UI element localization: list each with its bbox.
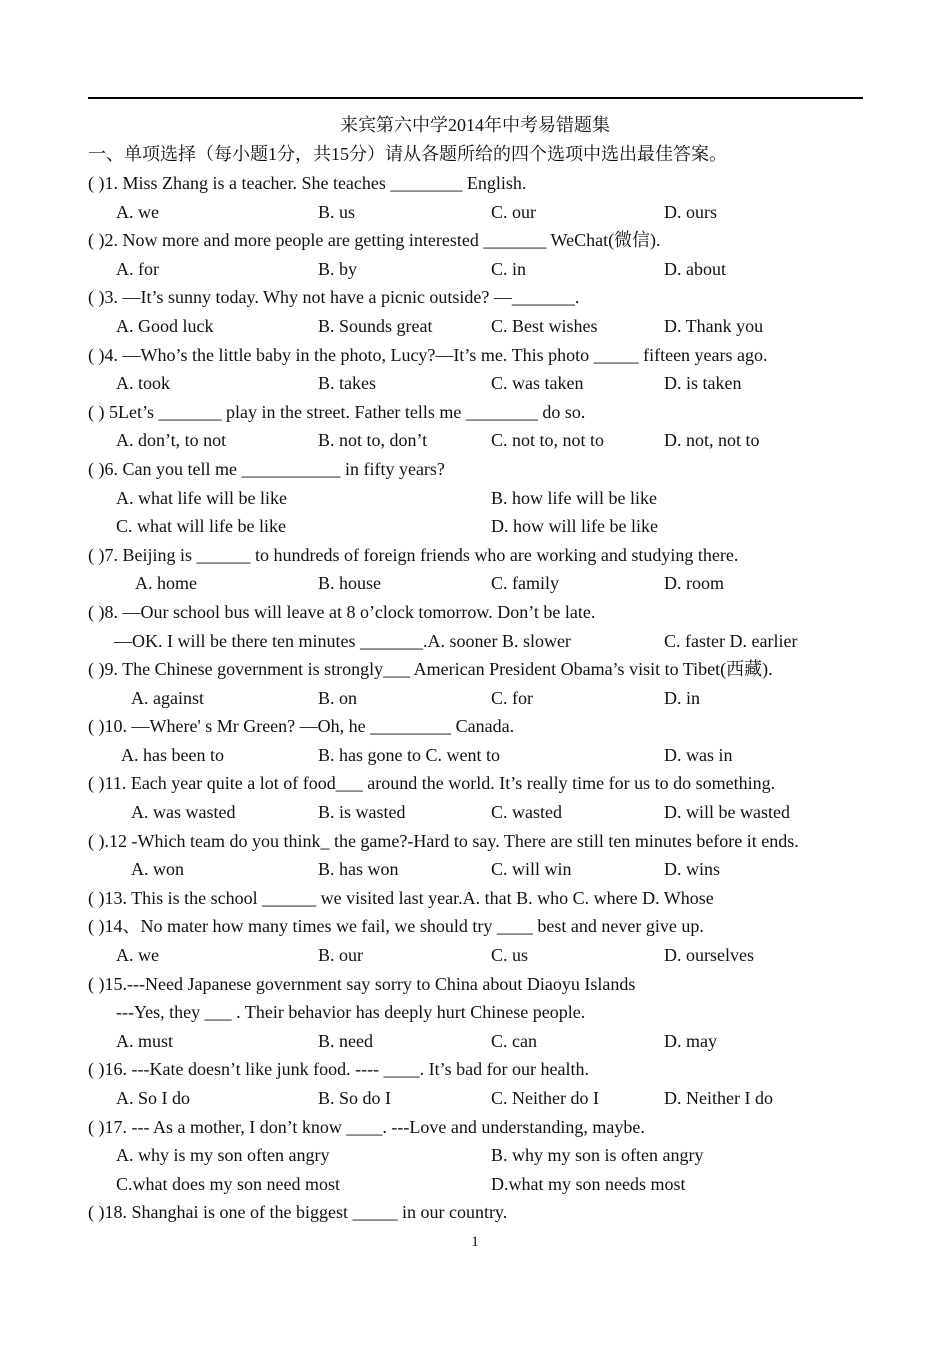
text-line	[88, 627, 888, 656]
text-line	[88, 769, 888, 798]
text-line	[88, 884, 888, 913]
text-line	[88, 598, 888, 627]
section-heading: 一、单项选择（每小题1分，共15分）请从各题所给的四个选项中选出最佳答案。	[88, 144, 727, 164]
answer-option: A. we	[116, 945, 159, 966]
header-rule	[88, 97, 863, 99]
question-text: ( )8. —Our school bus will leave at 8 o’clock tomorrow. Don’t be late.	[88, 601, 596, 622]
answer-option: D.what my son needs most	[491, 1173, 686, 1194]
answer-option: D. was in	[664, 744, 733, 765]
text-line	[88, 312, 888, 341]
question-text: ( )15.---Need Japanese government say sorry to China about Diaoyu Islands	[88, 973, 636, 994]
text-line	[88, 855, 888, 884]
answer-option: B. has won	[318, 859, 399, 880]
text-line	[88, 912, 888, 941]
page-number: 1	[471, 1234, 479, 1250]
question-text: ( )6. Can you tell me ___________ in fifty years?	[88, 458, 445, 479]
answer-option: B. has gone to C. went to	[318, 744, 500, 765]
answer-option: —OK. I will be there ten minutes _______.A. sooner B. slower	[114, 630, 571, 651]
answer-option: D. in	[664, 687, 700, 708]
text-line	[88, 827, 888, 856]
answer-option: B. how life will be like	[491, 487, 657, 508]
text-line	[88, 741, 888, 770]
question-text: ( )14、No mater how many times we fail, we should try ____ best and never give up.	[88, 916, 704, 937]
answer-option: A. why is my son often angry	[116, 1145, 330, 1166]
answer-option: A. don’t, to not	[116, 430, 227, 451]
text-line	[88, 712, 888, 741]
text-line	[88, 569, 888, 598]
answer-option: A. what life will be like	[116, 487, 287, 508]
answer-option: D. is taken	[664, 373, 742, 394]
question-text: ( )2. Now more and more people are getting interested _______ WeChat(微信).	[88, 230, 661, 251]
answer-option: B. is wasted	[318, 802, 406, 823]
answer-option: B. us	[318, 201, 356, 222]
question-text: ( )11. Each year quite a lot of food___ around the world. It’s really time for us to do something.	[88, 773, 776, 794]
question-text: ( )18. Shanghai is one of the biggest _____ in our country.	[88, 1202, 508, 1223]
text-line	[88, 998, 888, 1027]
answer-option: B. not to, don’t	[318, 430, 428, 451]
answer-option: B. our	[318, 945, 363, 966]
answer-option: A. we	[116, 201, 159, 222]
answer-option: D. ourselves	[664, 945, 754, 966]
question-text: ( )9. The Chinese government is strongly___ American President Obama’s visit to Tibet(西藏).	[88, 659, 773, 680]
answer-option: C. family	[491, 573, 559, 594]
text-line	[88, 512, 888, 541]
answer-option: C. for	[491, 687, 533, 708]
text-line	[88, 941, 888, 970]
answer-option: A. took	[116, 373, 170, 394]
text-line	[88, 169, 888, 198]
text-line	[88, 1084, 888, 1113]
question-text: ( )3. —It’s sunny today. Why not have a picnic outside? —_______.	[88, 287, 580, 308]
text-line	[88, 398, 888, 427]
answer-option: C. Best wishes	[491, 315, 598, 336]
answer-option: B. Sounds great	[318, 315, 433, 336]
answer-option: C. our	[491, 201, 536, 222]
text-line	[88, 341, 888, 370]
text-line	[88, 798, 888, 827]
text-line	[88, 198, 888, 227]
answer-option: B. on	[318, 687, 358, 708]
text-line	[88, 226, 888, 255]
answer-option: A. So I do	[116, 1088, 191, 1108]
question-text: ( )13. This is the school ______ we visited last year.A. that B. who C. where D. Whose	[88, 887, 714, 908]
answer-option: B. why my son is often angry	[491, 1145, 704, 1166]
answer-option: C. can	[491, 1030, 537, 1051]
text-line	[88, 283, 888, 312]
answer-option: C. us	[491, 945, 529, 966]
answer-option: C. what will life be like	[116, 516, 286, 537]
answer-option: C. was taken	[491, 373, 584, 394]
answer-option: C. faster D. earlier	[664, 630, 798, 651]
text-line	[88, 455, 888, 484]
question-text: ( )7. Beijing is ______ to hundreds of foreign friends who are working and studying there.	[88, 544, 739, 565]
answer-option: C.what does my son need most	[116, 1173, 340, 1194]
answer-option: D. not, not to	[664, 430, 760, 451]
text-line	[88, 255, 888, 284]
text-line	[88, 1113, 888, 1142]
answer-option: C. Neither do I	[491, 1088, 599, 1108]
question-text: ( )1. Miss Zhang is a teacher. She teaches ________ English.	[88, 173, 527, 193]
answer-option: C. not to, not to	[491, 430, 605, 451]
question-text: ---Yes, they ___ . Their behavior has deeply hurt Chinese people.	[116, 1002, 586, 1023]
question-text: ( )4. —Who’s the little baby in the photo, Lucy?—It’s me. This photo _____ fifteen years ago.	[88, 344, 768, 365]
text-line	[88, 484, 888, 513]
text-line	[88, 541, 888, 570]
answer-option: A. home	[135, 573, 197, 594]
answer-option: B. So do I	[318, 1088, 392, 1108]
answer-option: D. how will life be like	[491, 516, 658, 537]
answer-option: D. ours	[664, 201, 717, 222]
answer-option: B. takes	[318, 373, 376, 394]
answer-option: A. must	[116, 1030, 174, 1051]
answer-option: D. wins	[664, 859, 721, 880]
answer-option: B. house	[318, 573, 381, 594]
answer-option: D. room	[664, 573, 724, 594]
answer-option: B. by	[318, 258, 358, 279]
question-text: ( )10. —Where' s Mr Green? —Oh, he _________ Canada.	[88, 716, 515, 737]
answer-option: A. Good luck	[116, 315, 214, 336]
text-line	[88, 655, 888, 684]
text-line	[88, 684, 888, 713]
text-line	[88, 369, 888, 398]
document-title: 来宾第六中学2014年中考易错题集	[340, 115, 610, 135]
answer-option: D. Thank you	[664, 315, 764, 336]
answer-option: A. against	[131, 687, 204, 708]
question-text: ( )17. --- As a mother, I don’t know ____. ---Love and understanding, maybe.	[88, 1116, 645, 1137]
answer-option: C. in	[491, 258, 527, 279]
question-text: ( ) 5Let’s _______ play in the street. Father tells me ________ do so.	[88, 401, 586, 422]
answer-option: D. will be wasted	[664, 802, 790, 823]
answer-option: D. Neither I do	[664, 1088, 773, 1108]
answer-option: B. need	[318, 1030, 373, 1051]
answer-option: C. will win	[491, 859, 572, 880]
question-list	[88, 169, 888, 1227]
text-line	[88, 1141, 888, 1170]
text-line	[88, 1198, 888, 1227]
question-text: ( )16. ---Kate doesn’t like junk food. ---- ____. It’s bad for our health.	[88, 1059, 590, 1080]
answer-option: D. may	[664, 1030, 717, 1051]
text-line	[88, 1027, 888, 1056]
answer-option: D. about	[664, 258, 726, 279]
text-line	[88, 1055, 888, 1084]
text-line	[88, 1170, 888, 1199]
text-line	[88, 970, 888, 999]
answer-option: A. has been to	[121, 744, 224, 765]
answer-option: A. for	[116, 258, 159, 279]
text-line	[88, 426, 888, 455]
question-text: ( ).12 -Which team do you think_ the game?-Hard to say. There are still ten minutes before it ends.	[88, 830, 799, 851]
answer-option: A. was wasted	[131, 802, 236, 823]
answer-option: A. won	[131, 859, 184, 880]
answer-option: C. wasted	[491, 802, 562, 823]
